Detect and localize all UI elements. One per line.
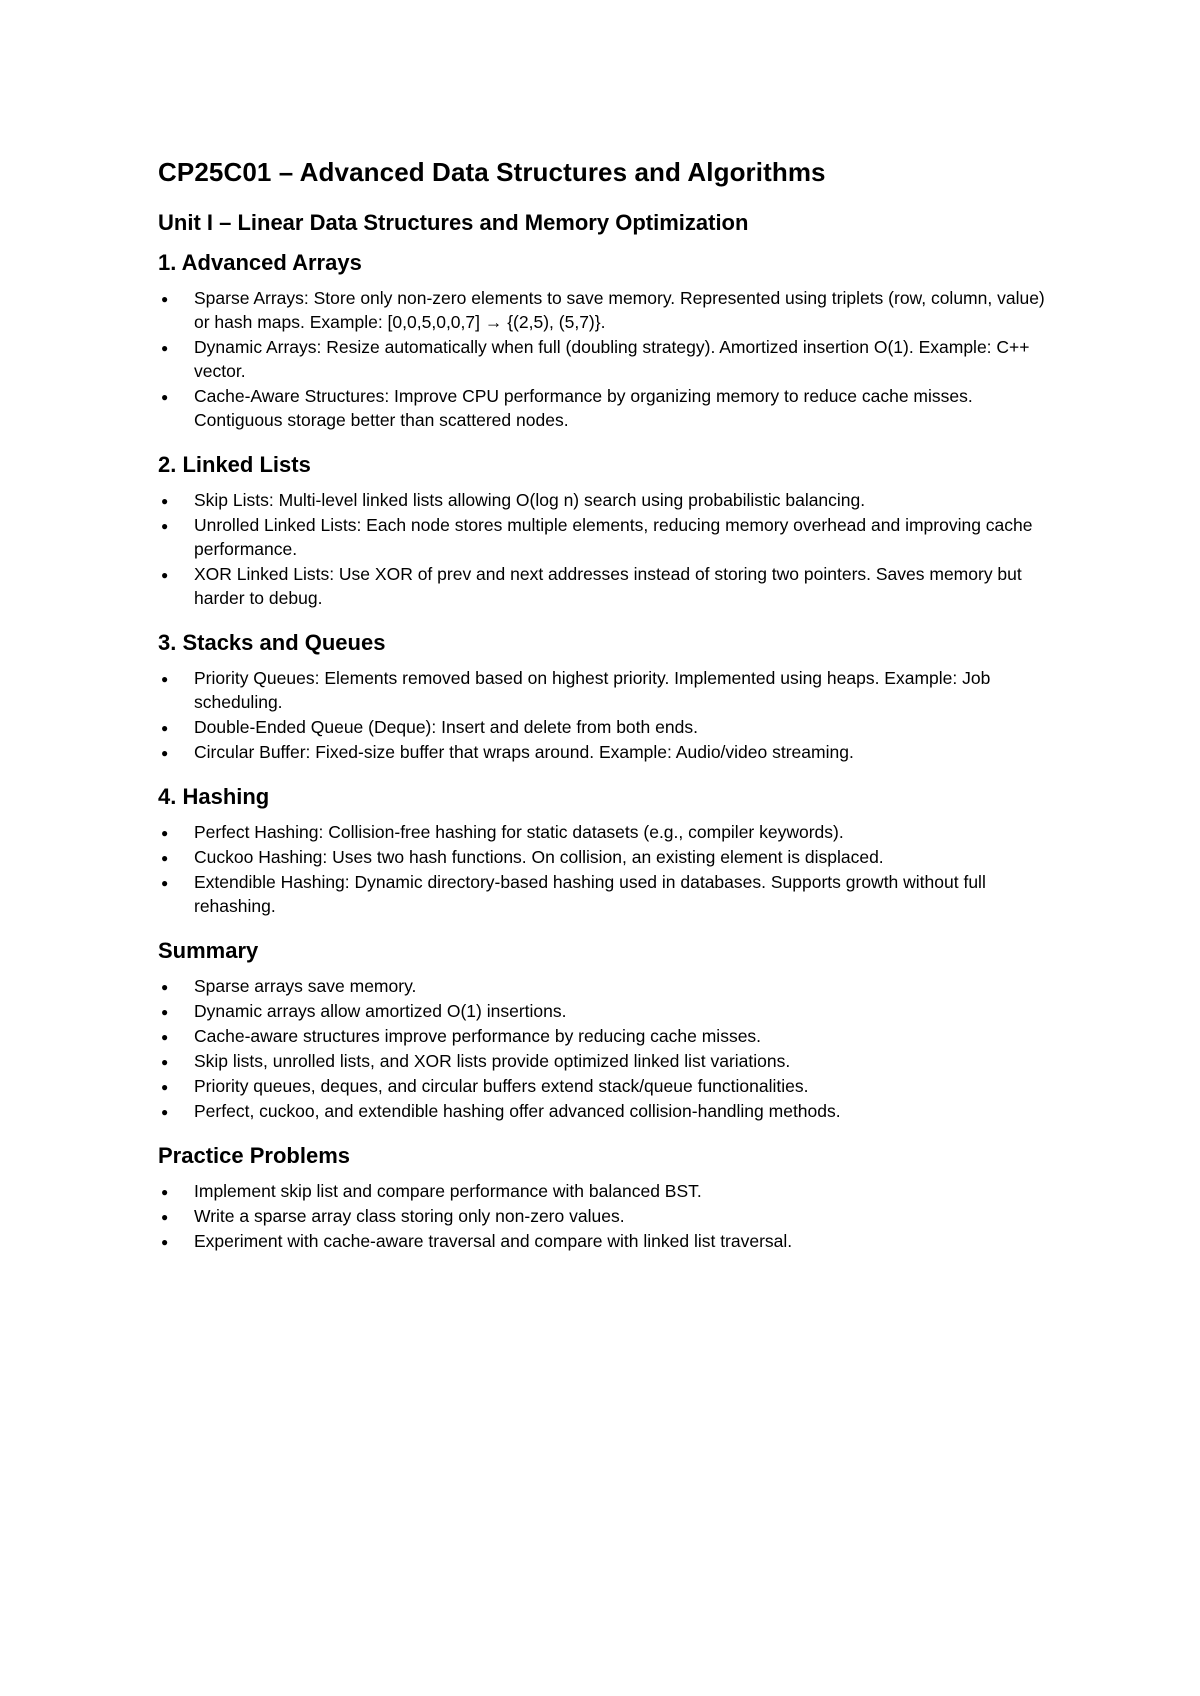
section-summary	[158, 938, 1058, 1123]
list-item-text: Cuckoo Hashing: Uses two hash functions. On collision, an existing element is displaced.	[194, 847, 884, 867]
bullet-list	[158, 974, 1058, 1123]
list-item-text: XOR Linked Lists: Use XOR of prev and next addresses instead of storing two pointers. Saves memory but harder to debug.	[194, 564, 1022, 608]
section-heading: 4. Hashing	[158, 784, 270, 809]
bullet-icon: ●	[161, 341, 169, 355]
list-item	[158, 1099, 1058, 1123]
bullet-list	[158, 488, 1058, 610]
list-item	[158, 488, 1058, 512]
list-item-text: Implement skip list and compare performance with balanced BST.	[194, 1181, 702, 1201]
bullet-list	[158, 820, 1058, 918]
list-item-text: Dynamic Arrays: Resize automatically when full (doubling strategy). Amortized insertion O(1). Example: C++ vector.	[194, 337, 1030, 381]
document-page	[158, 156, 1058, 1273]
list-item-text: Priority queues, deques, and circular buffers extend stack/queue functionalities.	[194, 1076, 809, 1096]
list-item-text: Sparse Arrays: Store only non-zero elements to save memory. Represented using triplets (row, column, value) or hash maps. Example: [0,0,5,0,0,7] → {(2,5), (5,7)}.	[194, 288, 1045, 332]
section-practice-problems	[158, 1143, 1058, 1253]
bullet-icon: ●	[161, 746, 169, 760]
bullet-icon: ●	[161, 568, 169, 582]
bullet-icon: ●	[161, 1080, 169, 1094]
list-item	[158, 1049, 1058, 1073]
bullet-icon: ●	[161, 494, 169, 508]
bullet-icon: ●	[161, 390, 169, 404]
section-stacks-queues	[158, 630, 1058, 764]
list-item-text: Unrolled Linked Lists: Each node stores multiple elements, reducing memory overhead and improving cache performance.	[194, 515, 1033, 559]
list-item	[158, 974, 1058, 998]
list-item-text: Extendible Hashing: Dynamic directory-based hashing used in databases. Supports growth without full rehashing.	[194, 872, 986, 916]
bullet-icon: ●	[161, 519, 169, 533]
bullet-icon: ●	[161, 1105, 169, 1119]
section-heading: 1. Advanced Arrays	[158, 250, 362, 275]
bullet-list	[158, 666, 1058, 764]
list-item	[158, 335, 1058, 383]
list-item	[158, 870, 1058, 918]
bullet-icon: ●	[161, 292, 169, 306]
list-item-text: Skip lists, unrolled lists, and XOR lists provide optimized linked list variations.	[194, 1051, 791, 1071]
section-heading: Practice Problems	[158, 1143, 350, 1168]
list-item-text: Circular Buffer: Fixed-size buffer that wraps around. Example: Audio/video streaming.	[194, 742, 854, 762]
list-item-text: Skip Lists: Multi-level linked lists allowing O(log n) search using probabilistic balancing.	[194, 490, 866, 510]
list-item-text: Write a sparse array class storing only non-zero values.	[194, 1206, 625, 1226]
list-item	[158, 666, 1058, 714]
bullet-icon: ●	[161, 1210, 169, 1224]
bullet-icon: ●	[161, 1235, 169, 1249]
bullet-icon: ●	[161, 1005, 169, 1019]
list-item-text: Perfect Hashing: Collision-free hashing for static datasets (e.g., compiler keywords).	[194, 822, 844, 842]
list-item	[158, 562, 1058, 610]
list-item	[158, 1229, 1058, 1253]
list-item	[158, 740, 1058, 764]
list-item	[158, 513, 1058, 561]
list-item	[158, 384, 1058, 432]
list-item	[158, 715, 1058, 739]
section-heading: 3. Stacks and Queues	[158, 630, 386, 655]
list-item-text: Cache-aware structures improve performance by reducing cache misses.	[194, 1026, 762, 1046]
document-title: CP25C01 – Advanced Data Structures and Algorithms	[158, 157, 826, 187]
bullet-list	[158, 1179, 1058, 1253]
bullet-list	[158, 286, 1058, 432]
section-heading: Summary	[158, 938, 259, 963]
bullet-icon: ●	[161, 721, 169, 735]
list-item-text: Dynamic arrays allow amortized O(1) insertions.	[194, 1001, 567, 1021]
list-item-text: Double-Ended Queue (Deque): Insert and delete from both ends.	[194, 717, 698, 737]
list-item-text: Experiment with cache-aware traversal and compare with linked list traversal.	[194, 1231, 793, 1251]
bullet-icon: ●	[161, 980, 169, 994]
bullet-icon: ●	[161, 876, 169, 890]
list-item-text: Sparse arrays save memory.	[194, 976, 417, 996]
bullet-icon: ●	[161, 851, 169, 865]
section-advanced-arrays	[158, 250, 1058, 432]
section-heading: 2. Linked Lists	[158, 452, 311, 477]
list-item-text: Cache-Aware Structures: Improve CPU performance by organizing memory to reduce cache misses. Contiguous storage better than scattered nodes.	[194, 386, 973, 430]
bullet-icon: ●	[161, 672, 169, 686]
list-item-text: Priority Queues: Elements removed based on highest priority. Implemented using heaps. Example: Job scheduling.	[194, 668, 991, 712]
list-item	[158, 286, 1058, 334]
bullet-icon: ●	[161, 1055, 169, 1069]
list-item-text: Perfect, cuckoo, and extendible hashing offer advanced collision-handling methods.	[194, 1101, 841, 1121]
section-linked-lists	[158, 452, 1058, 610]
bullet-icon: ●	[161, 826, 169, 840]
unit-title: Unit I – Linear Data Structures and Memory Optimization	[158, 210, 749, 235]
section-hashing	[158, 784, 1058, 918]
list-item	[158, 820, 1058, 844]
bullet-icon: ●	[161, 1030, 169, 1044]
list-item	[158, 1204, 1058, 1228]
list-item	[158, 1074, 1058, 1098]
list-item	[158, 999, 1058, 1023]
list-item	[158, 1179, 1058, 1203]
list-item	[158, 1024, 1058, 1048]
bullet-icon: ●	[161, 1185, 169, 1199]
list-item	[158, 845, 1058, 869]
